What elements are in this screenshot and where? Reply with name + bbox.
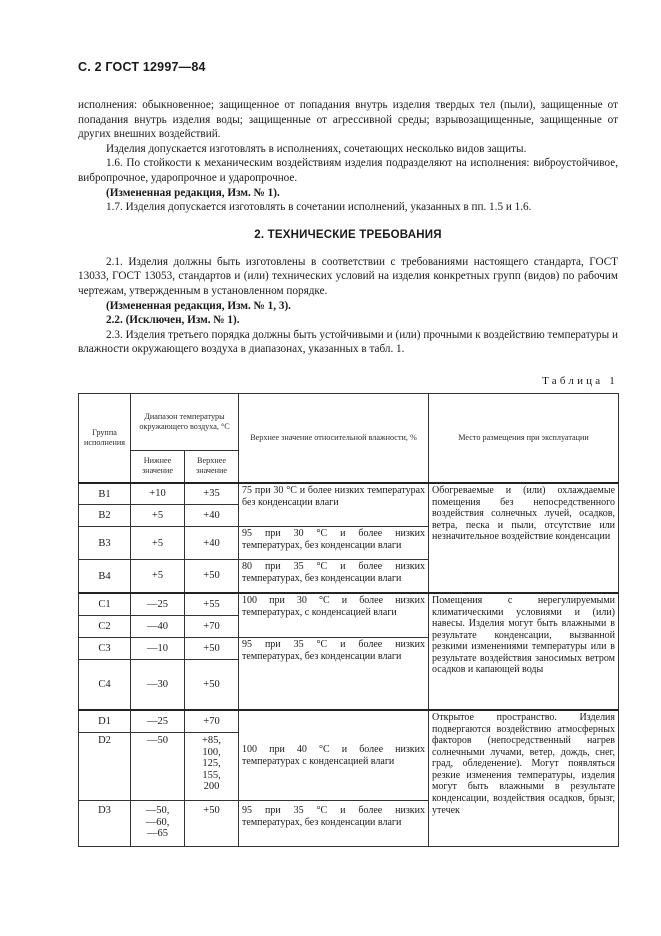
table-row-lower: +5 [131,505,185,527]
section-title: 2. ТЕХНИЧЕСКИЕ ТРЕБОВАНИЯ [254,228,442,241]
table-row-lower: —25 [131,710,185,733]
paragraph: Изделия допускается изготовлять в исполнениях, сочетающих несколько видов защиты. [106,142,527,155]
humidity-cell: 95 при 30 °С и более низких температурах, без конденсации влаги [239,527,429,560]
header-place: Место размещения при эксплуатации [429,393,619,483]
place-cell: Помещения с нерегулируемыми климатическими условиями и (или) навесы. Изделия могут быть влажными в результате конденсации, вызванной резкими изменениями температуры или в результате воздействия заносимых ветром осадков и капающей воды [429,593,619,710]
humidity-cell: 95 при 35 °С и более низких температурах, без конденсации влаги [239,801,429,847]
header-upper: Верхнее значение [185,450,239,483]
humidity-cell: 100 при 40 °С и более низких температурах с конденсацией влаги [239,710,429,801]
table-row-group: C2 [79,616,131,638]
header-humidity: Верхнее значение относительной влажности, % [239,393,429,483]
humidity-cell: 95 при 35 °С и более низких температурах, без конденсации влаги [239,638,429,710]
table-row-upper: +40 [185,505,239,527]
table-row-upper: +50 [185,560,239,593]
table-caption: Таблица 1 [542,374,618,387]
humidity-cell: 75 при 30 °С и более низких температурах без конденсации влаги [239,483,429,527]
header-temp-range: Диапазон температуры окружающего воздуха, °С [131,393,239,450]
table-row-group: D3 [79,801,131,847]
table-row-group: B2 [79,505,131,527]
table-row-lower: +10 [131,483,185,505]
paragraph: исполнения: обыкновенное; защищенное от попадания внутрь изделия твердых тел (пыли), защищенные от попадания внутрь изделия воды; защищенные от агрессивной среды; взрывозащищенные, защищенные от других внешних воздействий. [78,99,618,141]
table-row-group: D1 [79,710,131,733]
table-row-upper: +70 [185,616,239,638]
table-row-lower: —25 [131,593,185,616]
table-row-lower: —10 [131,638,185,660]
table-row-lower: —40 [131,616,185,638]
document-page [78,60,618,847]
table-row-upper: +50 [185,638,239,660]
table-row-group: D2 [79,733,131,801]
paragraph: 2.3. Изделия третьего порядка должны быть устойчивыми и (или) прочными к воздействию температуры и влажности окружающего воздуха в диапазонах, указанных в табл. 1. [78,328,618,356]
table-row-group: C3 [79,638,131,660]
table-row-upper: +70 [185,710,239,733]
paragraph: 1.6. По стойкости к механическим воздействиям изделия подразделяют на исполнения: виброустойчивое, вибропрочное, ударопрочное и ударопрочное. [78,157,618,184]
table-row-lower: —30 [131,660,185,710]
table-row-lower: +5 [131,560,185,593]
amendment-note: (Измененная редакция, Изм. № 1). [106,186,280,199]
header-lower: Нижнее значение [131,450,185,483]
table-row-lower: —50, —60, —65 [131,801,185,847]
table-row-group: B3 [79,527,131,560]
amendment-note: (Измененная редакция, Изм. № 1, 3). [106,299,291,312]
table-row-upper: +85, 100, 125, 155, 200 [185,733,239,801]
table-row-upper: +40 [185,527,239,560]
table-row-group: C1 [79,593,131,616]
place-cell: Обогреваемые и (или) охлаждаемые помещения без непосредственного воздействия солнечных лучей, осадков, ветра, песка и пыли, отсутствие или незначительное воздействие конденсации [429,483,619,593]
table-row-upper: +35 [185,483,239,505]
table-row-group: B1 [79,483,131,505]
climate-table [78,393,619,848]
table-row-group: C4 [79,660,131,710]
page-header: С. 2 ГОСТ 12997—84 [78,60,206,74]
table-row-group: B4 [79,560,131,593]
excluded-note: 2.2. (Исключен, Изм. № 1). [106,314,240,327]
table-row-upper: +50 [185,660,239,710]
table-row-upper: +50 [185,801,239,847]
table-row-lower: —50 [131,733,185,801]
place-cell: Открытое пространство. Изделия подвергаются воздействию атмосферных факторов (непосредственный нагрев солнечными лучами, ветер, дождь, снег, град, обледенение). Могут появляться резкие изменения температуры, изделия могут быть влажными в результате конденсации, воздействия осадков, брызг, утечек [429,710,619,847]
humidity-cell: 100 при 30 °С и более низких температурах, с конденсацией влаги [239,593,429,638]
table-row-lower: +5 [131,527,185,560]
paragraph: 2.1. Изделия должны быть изготовлены в соответствии с требованиями настоящего стандарта, ГОСТ 13033, ГОСТ 13053, стандартов и (или) технических условий на изделия конкретных групп (видов) по рабочим чертежам, утвержденным в установленном порядке. [78,255,618,297]
table-row-upper: +55 [185,593,239,616]
paragraph: 1.7. Изделия допускается изготовлять в сочетании исполнений, указанных в пп. 1.5 и 1.6. [106,201,532,214]
humidity-cell: 80 при 35 °С и более низких температурах, без конденсации влаги [239,560,429,593]
header-group: Группа исполнения [79,393,131,483]
